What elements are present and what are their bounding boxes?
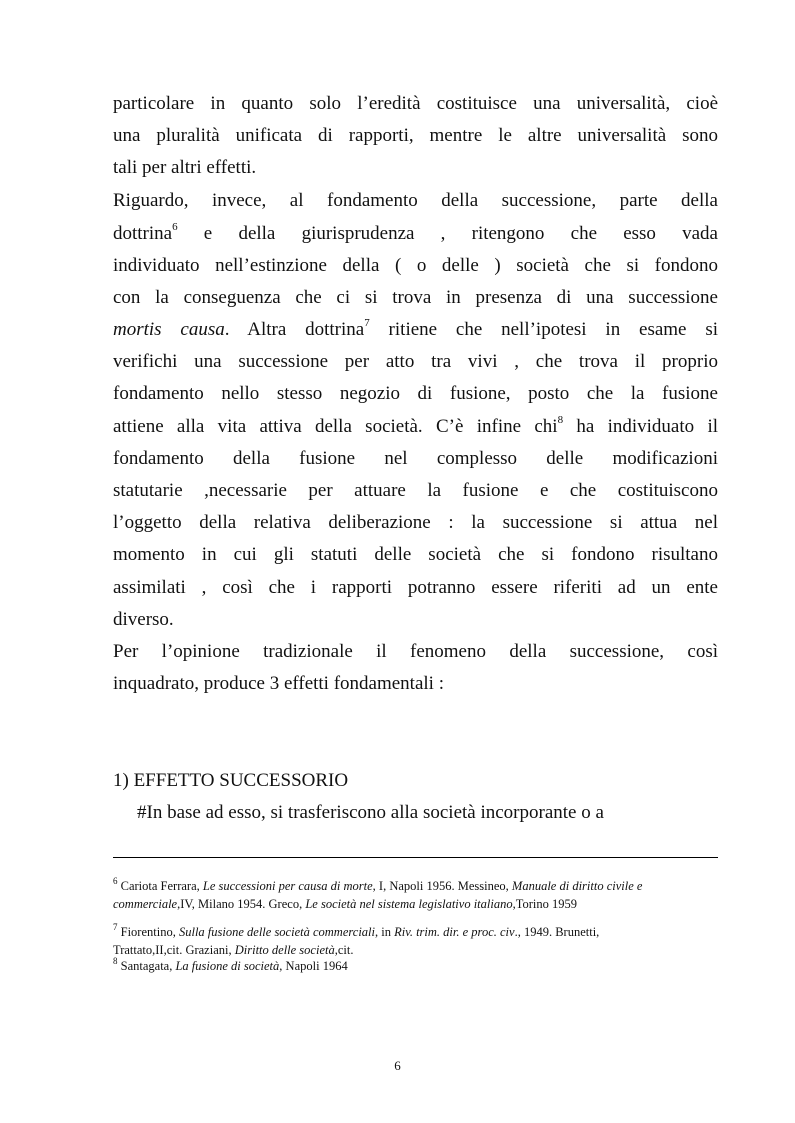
paragraph-line: momento in cui gli statuti delle società che si fondono risultano (113, 544, 718, 565)
paragraph-line: inquadrato, produce 3 effetti fondamentali : (113, 673, 444, 694)
paragraph-line: statutarie ,necessarie per attuare la fusione e che costituiscono (113, 480, 718, 501)
paragraph-line: fondamento nello stesso negozio di fusione, posto che la fusione (113, 383, 718, 404)
paragraph-line: particolare in quanto solo l’eredità costituisce una universalità, cioè (113, 93, 718, 114)
footnote-ref-7: 7 (364, 317, 370, 329)
paragraph-line: tali per altri effetti. (113, 157, 257, 178)
paragraph-line: con la conseguenza che ci si trova in presenza di una successione (113, 287, 718, 308)
section-heading: 1) EFFETTO SUCCESSORIO (113, 770, 349, 791)
footnote-italic: Le società nel sistema legislativo italiano (305, 897, 513, 911)
footnote-text: Fiorentino, (117, 925, 179, 939)
paragraph-line: Per l’opinione tradizionale il fenomeno della successione, così (113, 641, 718, 662)
footnote-text: ., 1949. Brunetti, (514, 925, 600, 939)
paragraph-line: assimilati , così che i rapporti potranno essere riferiti ad un ente (113, 577, 718, 598)
line-text: ha individuato il (563, 416, 719, 437)
footnote-7 (113, 923, 718, 941)
line-text: attiene alla vita attiva della società. C’è infine chi (113, 416, 558, 437)
footnote-italic: commerciale (113, 897, 178, 911)
footnote-ref-8: 8 (557, 414, 564, 426)
footnote-number: 7 (113, 922, 118, 932)
footnote-6-cont (113, 895, 718, 913)
footnote-text: , in (375, 925, 395, 939)
paragraph-line: #In base ad esso, si trasferiscono alla società incorporante o a (137, 802, 604, 823)
footnote-separator (113, 857, 718, 858)
line-text: e della giurisprudenza , ritengono che esso vada (177, 223, 718, 244)
paragraph-line: fondamento della fusione nel complesso delle modificazioni (113, 448, 718, 469)
line-text: ritiene che nell’ipotesi in esame si (369, 319, 718, 340)
paragraph-line: diverso. (113, 609, 174, 630)
footnote-number: 6 (113, 876, 118, 886)
paragraph-line: verifichi una successione per atto tra vivi , che trova il proprio (113, 351, 718, 372)
footnote-italic: La fusione di società (175, 959, 280, 973)
italic-term: mortis causa (113, 319, 225, 340)
footnote-8 (113, 957, 718, 975)
line-text: . Altra dottrina (224, 319, 365, 340)
paragraph-line: Riguardo, invece, al fondamento della successione, parte della (113, 190, 718, 211)
paragraph-line: una pluralità unificata di rapporti, mentre le altre universalità sono (113, 125, 718, 146)
footnote-text: , I, Napoli 1956. Messineo, (372, 879, 512, 893)
footnote-italic: Diritto delle società (234, 943, 335, 957)
footnote-text: Santagata, (117, 959, 176, 973)
footnote-text: Cariota Ferrara, (117, 879, 203, 893)
footnote-italic: Sulla fusione delle società commerciali (178, 925, 375, 939)
footnote-text: ,IV, Milano 1954. Greco, (177, 897, 306, 911)
paragraph-line: individuato nell’estinzione della ( o delle ) società che si fondono (113, 255, 718, 276)
footnote-italic: Manuale di diritto civile e (511, 879, 643, 893)
footnote-number: 8 (113, 956, 118, 966)
footnote-text: ,cit. (334, 943, 354, 957)
footnote-italic: Riv. trim. dir. e proc. civ (394, 925, 515, 939)
page-number: 6 (394, 1058, 401, 1073)
footnote-text: Trattato,II,cit. Graziani, (113, 943, 235, 957)
footnote-6 (113, 877, 718, 895)
footnote-ref-6: 6 (172, 221, 178, 233)
footnote-text: , Napoli 1964 (279, 959, 348, 973)
footnote-text: ,Torino 1959 (512, 897, 578, 911)
paragraph-line: l’oggetto della relativa deliberazione : la successione si attua nel (113, 512, 718, 533)
paragraph-line (113, 314, 718, 346)
paragraph-line (113, 218, 718, 250)
footnote-italic: Le successioni per causa di morte (202, 879, 373, 893)
line-text: dottrina (113, 223, 173, 244)
paragraph-line (113, 411, 718, 443)
